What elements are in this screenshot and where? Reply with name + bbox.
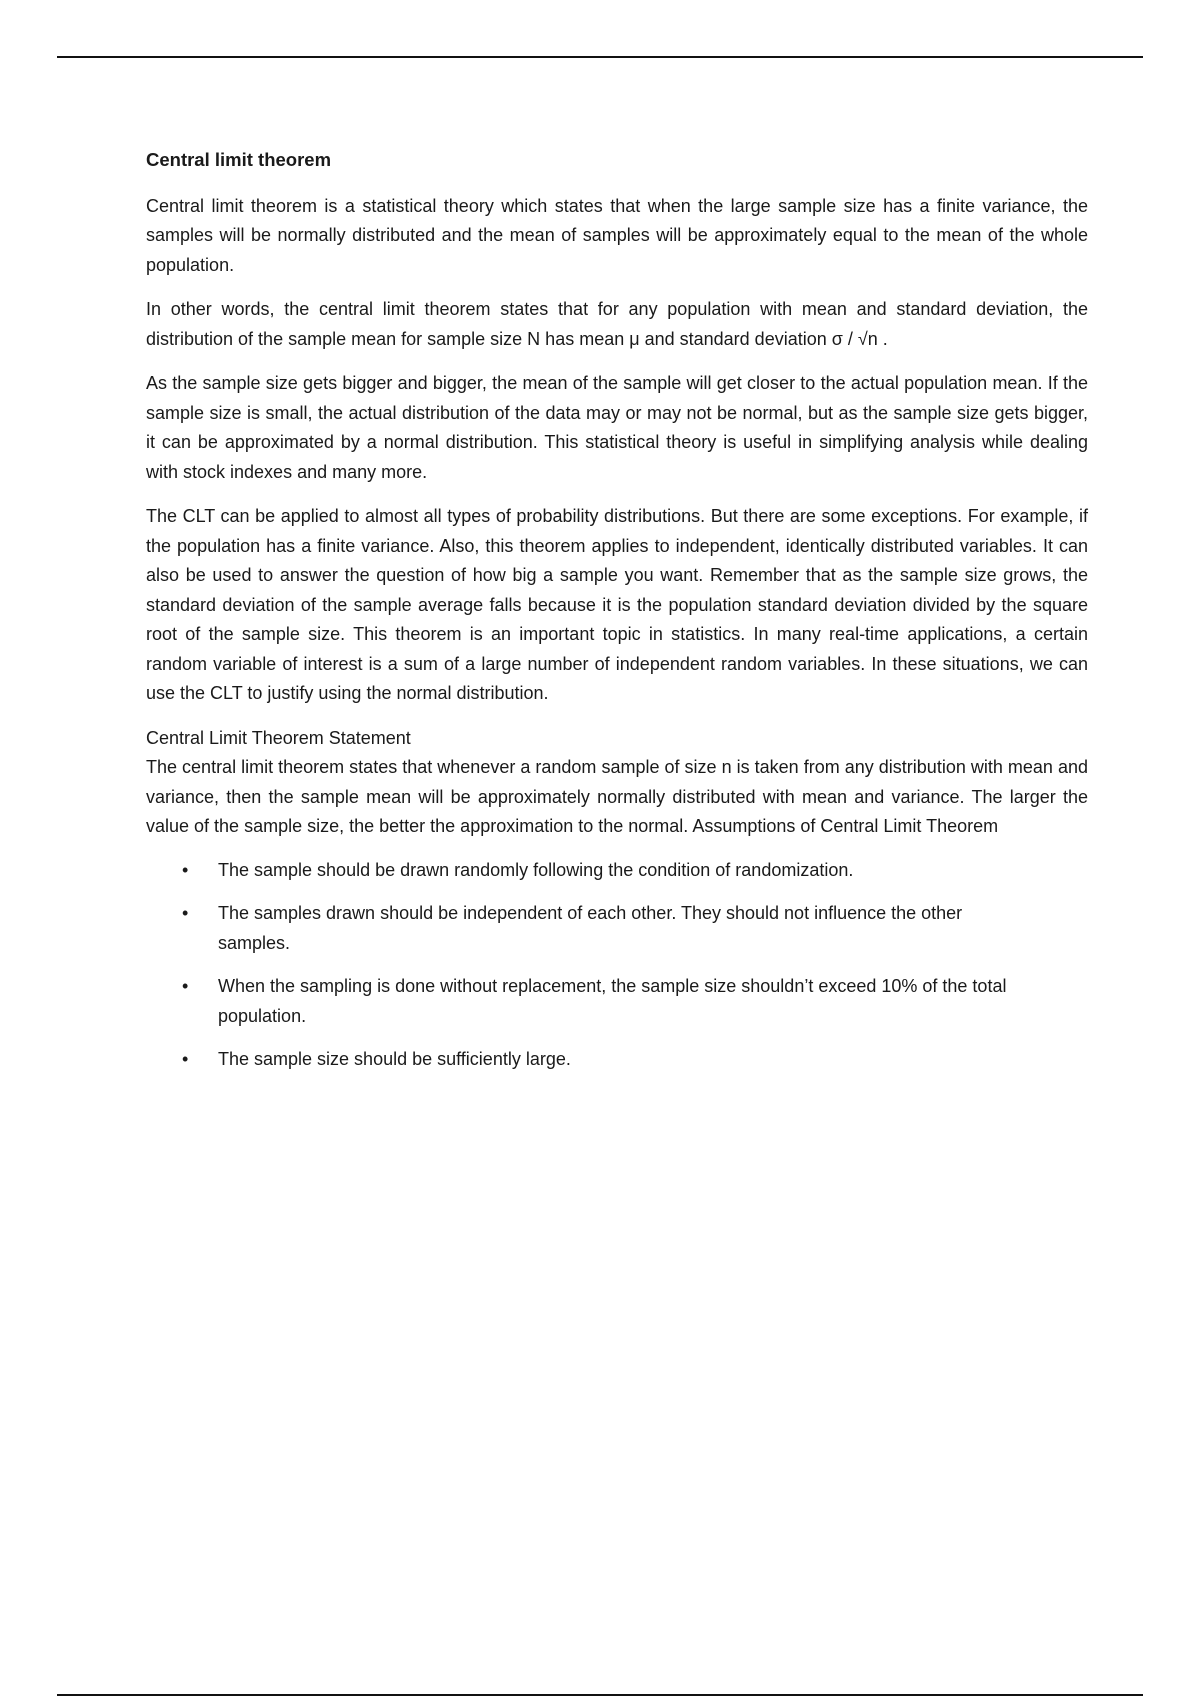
list-item-text: When the sampling is done without replacement, the sample size shouldn’t exceed 10% of the total population. [218, 976, 1007, 1026]
footer-rule [57, 1694, 1143, 1696]
paragraph-other-words: In other words, the central limit theorem states that for any population with mean and standard deviation, the distribution of the sample mean for sample size N has mean μ and standard deviation σ / √n . [146, 299, 1088, 349]
paragraph-definition: Central limit theorem is a statistical theory which states that when the large sample size has a finite variance, the samples will be normally distributed and the mean of samples will be approximately equal to the mean of the whole population. [146, 195, 1088, 275]
section-heading: Central limit theorem [146, 149, 332, 170]
list-item-text: The samples drawn should be independent of each other. They should not influence the other samples. [218, 903, 963, 953]
list-item [146, 856, 1014, 886]
list-item-text: The sample should be drawn randomly following the condition of randomization. [218, 859, 854, 880]
document-body [146, 145, 1088, 1089]
statement-body [146, 753, 1088, 842]
paragraph-clt-applications: The CLT can be applied to almost all types of probability distributions. But there are some exceptions. For example, if the population has a finite variance. Also, this theorem applies to independent, identically distributed variables. It can also be used to answer the question of how big a sample you want. Remember that as the sample size grows, the standard deviation of the sample average falls because it is the population standard deviation divided by the square root of the sample size. This theorem is an important topic in statistics. In many real-time applications, a certain random variable of interest is a sum of a large number of independent random variables. In these situations, we can use the CLT to justify using the normal distribution. [146, 506, 1088, 703]
header-rule [57, 56, 1143, 58]
bullet-icon: • [182, 903, 189, 923]
assumptions-list [146, 856, 1088, 1075]
statement-title: Central Limit Theorem Statement [146, 727, 411, 748]
list-item [146, 1045, 1014, 1075]
list-item-text: The sample size should be sufficiently large. [218, 1049, 571, 1069]
paragraph-sample-size: As the sample size gets bigger and bigger, the mean of the sample will get closer to the actual population mean. If the sample size is small, the actual distribution of the data may or may not be normal, but as the sample size gets bigger, it can be approximated by a normal distribution. This statistical theory is useful in simplifying analysis while dealing with stock indexes and many more. [146, 373, 1088, 482]
list-item [146, 899, 1014, 958]
bullet-icon: • [182, 1049, 189, 1069]
assumptions-title: Assumptions of Central Limit Theorem [692, 816, 999, 836]
bullet-icon: • [182, 859, 189, 880]
statement-text: The central limit theorem states that whenever a random sample of size n is taken from any distribution with mean and variance, then the sample mean will be approximately normally distributed with mean and variance. The larger the value of the sample size, the better the approximation to the normal. [146, 757, 1088, 836]
bullet-icon: • [182, 976, 189, 996]
list-item [146, 972, 1014, 1031]
